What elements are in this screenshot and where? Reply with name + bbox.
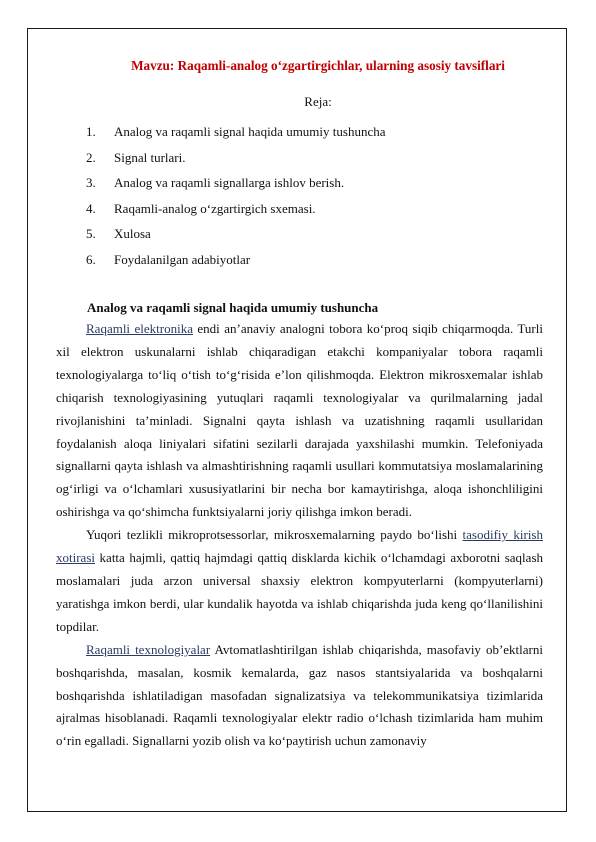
- paragraph: [56, 318, 543, 524]
- plan-item-text: Raqamli-analog o‘zgartirgich sxemasi.: [114, 200, 316, 216]
- paragraph-text: Yuqori tezlikli mikroprotsessorlar, mikrosxemalarning paydo bo‘lishi: [86, 527, 463, 543]
- plan-item-number: 4.: [86, 200, 96, 216]
- plan-item-text: Analog va raqamli signal haqida umumiy tushuncha: [114, 124, 386, 139]
- body-text: [56, 318, 543, 753]
- plan-item-number: 2.: [86, 149, 96, 165]
- plan-item-text: Analog va raqamli signallarga ishlov berish.: [114, 175, 345, 190]
- paragraph: [56, 639, 543, 754]
- plan-item-text: Signal turlari.: [114, 149, 186, 165]
- document-title: Mavzu: Raqamli-analog o‘zgartirgichlar, ularning asosiy tavsiflari: [131, 58, 505, 73]
- raqamli-elektronika-link[interactable]: Raqamli elektronika: [86, 321, 193, 336]
- plan-item-number: 5.: [86, 226, 96, 241]
- plan-item-text: Foydalanilgan adabiyotlar: [114, 251, 251, 267]
- plan-heading: Reja:: [304, 94, 332, 109]
- paragraph: [56, 524, 543, 639]
- tasodifiy-kirish-xotirasi-link[interactable]: tasodifiy kirish xotirasi: [56, 527, 543, 566]
- paragraph-text: katta hajmli, qattiq hajmdagi qattiq disklarda kichik o‘lchamdagi axborotni saqlash moslamalari juda arzon universal shaxsiy elektron kompyuterlarni (kompyuterlarni) yaratishga imkon berdi, ular kundalik hayotda va ishlab chiqarishda juda keng qo‘llanilishini topdilar.: [56, 550, 543, 634]
- plan-item-number: 6.: [86, 251, 96, 267]
- paragraph-text: endi an’anaviy analogni tobora ko‘proq siqib chiqarmoqda. Turli xil elektron uskunalarni ishlab chiqaradigan etakchi kompaniyalar tobora raqamli texnologiyalarga to‘liq o‘tish to‘g‘risida e’lon qilishmoqda. Elektron mikrosxemalar ishlab chiqarish texnologiyasining yutuqlari raqamli texnologiyalar va qurilmalarning jadal rivojlanishini ta’minladi. Signalni qayta ishlash va uzatishning raqamli usullaridan foydalanish aloqa liniyalari sifatini sezilarli darajada yaxshilashi mumkin. Telefoniyada signallarni qayta ishlash va almashtirishning raqamli usullari kommutatsiya moslamalarining og‘irligi va o‘lchamlari xususiyatlarini bir necha bor kamaytirishga, aloqa ishonchliligini oshirishga va qo‘shimcha funktsiyalarni joriy qilishga imkon beradi.: [56, 321, 543, 520]
- plan-item-number: 1.: [86, 124, 96, 139]
- raqamli-texnologiyalar-link[interactable]: Raqamli texnologiyalar: [86, 641, 211, 657]
- plan-item-text: Xulosa: [114, 226, 151, 241]
- plan-item-number: 3.: [86, 175, 96, 190]
- section-heading: Analog va raqamli signal haqida umumiy tushuncha: [87, 300, 379, 315]
- paragraph-text: Avtomatlashtirilgan ishlab chiqarishda, masofaviy ob’ektlarni boshqarishda, masalan, kosmik kemalarda, gaz nasos stantsiyalarida va boshqalarni boshqarishda ishlatiladigan masofadan signalizatsiya va telekommunikatsiya tizimlarida ajralmas hisoblanadi. Raqamli texnologiyalar elektr radio o‘lchash tizimlarida ham muhim o‘rin egalladi. Signallarni yozib olish va ko‘paytirish uchun zamonaviy: [56, 641, 543, 749]
